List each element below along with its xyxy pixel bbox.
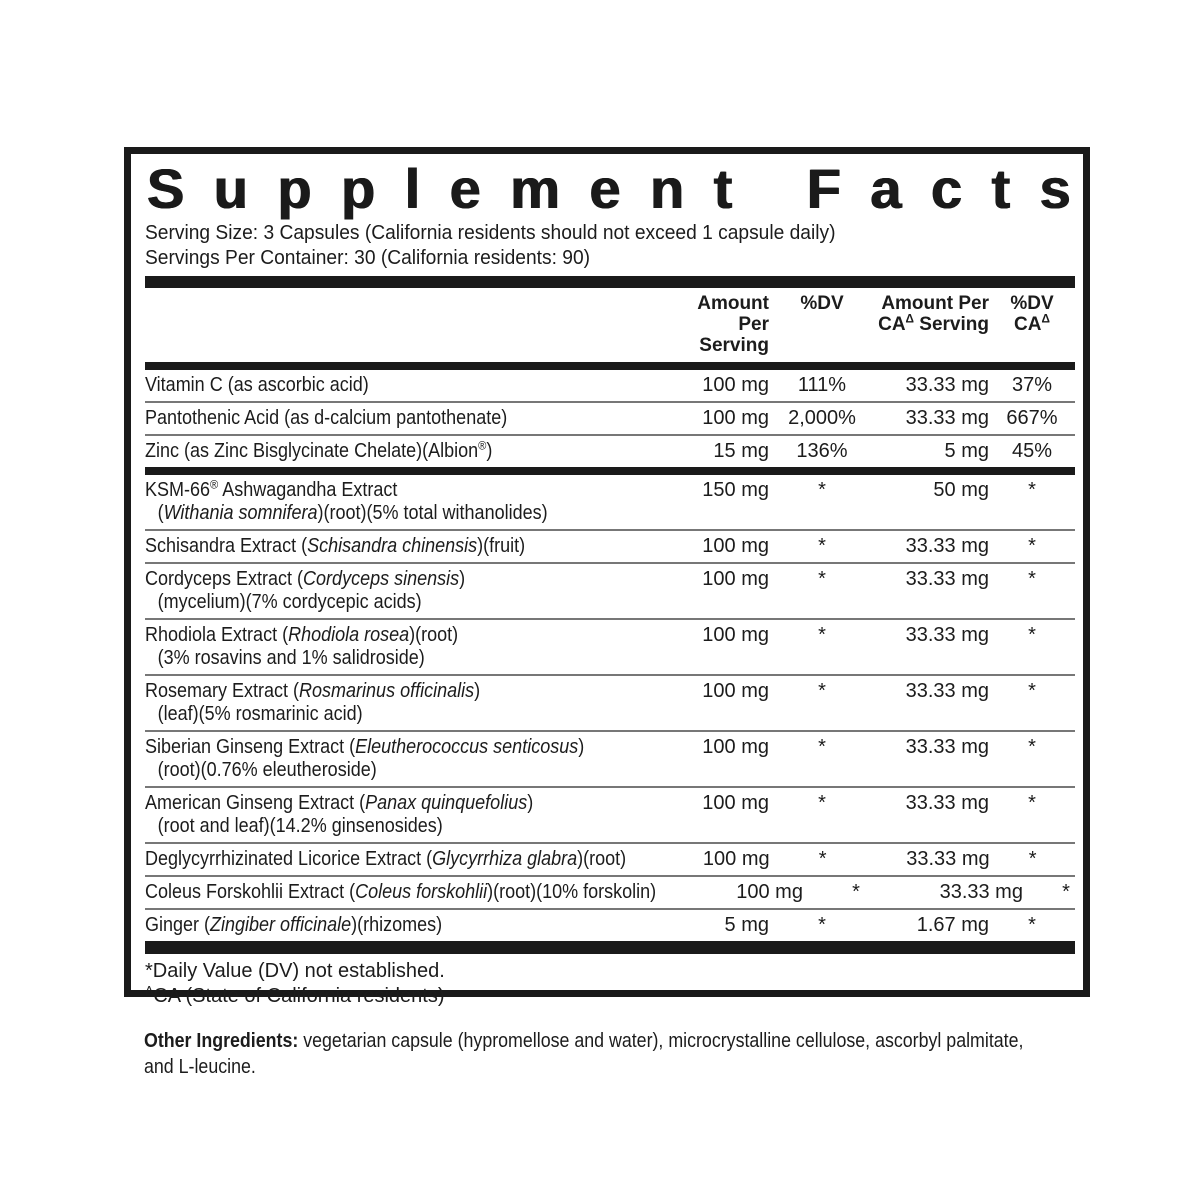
ingredient-name: Cordyceps Extract (Cordyceps sinensis) (mycelium)(7% cordycepic acids) bbox=[145, 568, 466, 613]
row-pantothenic-acid bbox=[145, 401, 1075, 434]
amount-per-serving: 15 mg bbox=[713, 440, 769, 462]
percent-dv-ca: * bbox=[1062, 881, 1070, 903]
percent-dv-ca: 667% bbox=[1006, 407, 1058, 429]
divider-thick-group bbox=[145, 467, 1075, 475]
serving-size-line bbox=[145, 221, 1075, 246]
header-amount-per-serving: Amount Per Serving bbox=[697, 293, 769, 356]
servings-per-container-line bbox=[145, 246, 1075, 271]
amount-per-serving: 100 mg bbox=[702, 374, 769, 396]
amount-per-serving: 100 mg bbox=[702, 792, 769, 814]
serving-size-text: Serving Size: 3 Capsules (California residents should not exceed 1 capsule daily) bbox=[145, 222, 836, 244]
divider-thick-top bbox=[145, 276, 1075, 288]
amount-per-ca-serving: 33.33 mg bbox=[905, 568, 989, 590]
row-zinc bbox=[145, 434, 1075, 467]
row-ksm66-ashwagandha bbox=[145, 475, 1075, 529]
ingredient-name: Rosemary Extract (Rosmarinus officinalis) (leaf)(5% rosmarinic acid) bbox=[145, 680, 481, 725]
percent-dv-ca: * bbox=[1028, 914, 1036, 936]
header-percent-dv-ca: %DV $CA^\Delta$ bbox=[1010, 293, 1054, 335]
percent-dv-ca: 45% bbox=[1011, 440, 1053, 462]
row-american-ginseng bbox=[145, 786, 1075, 842]
percent-dv-ca: * bbox=[1028, 479, 1036, 501]
amount-per-serving: 100 mg bbox=[702, 624, 769, 646]
percent-dv: * bbox=[818, 568, 826, 590]
divider-thick-bottom bbox=[145, 941, 1075, 954]
row-vitamin-c bbox=[145, 370, 1075, 401]
amount-per-ca-serving: 33.33 mg bbox=[905, 374, 989, 396]
percent-dv-ca: * bbox=[1028, 736, 1036, 758]
amount-per-ca-serving: 33.33 mg bbox=[905, 407, 989, 429]
amount-per-ca-serving: 33.33 mg bbox=[905, 680, 989, 702]
amount-per-serving: 100 mg bbox=[702, 535, 769, 557]
percent-dv: * bbox=[818, 914, 826, 936]
amount-per-serving: 100 mg bbox=[702, 848, 770, 870]
divider-thick-header bbox=[145, 362, 1075, 370]
ingredient-name: Pantothenic Acid (as d-calcium pantothenate) bbox=[145, 407, 508, 429]
percent-dv: * bbox=[818, 792, 826, 814]
amount-per-serving: 100 mg bbox=[736, 881, 803, 903]
ingredient-name: Schisandra Extract (Schisandra chinensis)(fruit) bbox=[145, 535, 526, 557]
ingredient-name: Ginger (Zingiber officinale)(rhizomes) bbox=[145, 914, 443, 936]
amount-per-serving: 5 mg bbox=[724, 914, 769, 936]
amount-per-serving: 100 mg bbox=[702, 568, 769, 590]
amount-per-serving: 150 mg bbox=[702, 479, 769, 501]
header-amount-per-ca-serving: Amount Per $CA^\Delta$ Serving bbox=[878, 293, 989, 335]
ingredient-name: Rhodiola Extract (Rhodiola rosea)(root) (3% rosavins and 1% salidroside) bbox=[145, 624, 459, 669]
amount-per-serving: 100 mg bbox=[702, 736, 769, 758]
percent-dv: 111% bbox=[797, 374, 847, 396]
percent-dv-ca: * bbox=[1028, 680, 1036, 702]
amount-per-ca-serving: 33.33 mg bbox=[905, 792, 989, 814]
row-siberian-ginseng bbox=[145, 730, 1075, 786]
supplement-facts-panel bbox=[124, 147, 1090, 1007]
amount-per-serving: 100 mg bbox=[702, 680, 769, 702]
percent-dv: * bbox=[818, 479, 826, 501]
percent-dv-ca: 37% bbox=[1011, 374, 1053, 396]
percent-dv: * bbox=[818, 736, 826, 758]
ingredient-name: Coleus Forskohlii Extract (Coleus forskohlii)(root)(10% forskolin) bbox=[145, 881, 657, 903]
footnote-dv-not-established: *Daily Value (DV) not established. bbox=[145, 960, 445, 982]
amount-per-serving: 100 mg bbox=[702, 407, 769, 429]
header-percent-dv: %DV bbox=[800, 293, 844, 314]
percent-dv: * bbox=[852, 881, 860, 903]
other-ingredients-text: Other Ingredients: vegetarian capsule (hypromellose and water), microcrystalline cellulose, ascorbyl palmitate, and L-leucine. bbox=[144, 1030, 1024, 1078]
amount-per-ca-serving: 33.33 mg bbox=[939, 881, 1023, 903]
ingredient-name: American Ginseng Extract (Panax quinquefolius) (root and leaf)(14.2% ginsenosides) bbox=[145, 792, 534, 837]
amount-per-ca-serving: 33.33 mg bbox=[906, 848, 990, 870]
percent-dv: 2,000% bbox=[788, 407, 856, 429]
footnotes bbox=[145, 954, 1075, 1009]
other-ingredients bbox=[144, 1028, 1184, 1080]
amount-per-ca-serving: 33.33 mg bbox=[905, 535, 989, 557]
percent-dv-ca: * bbox=[1028, 848, 1037, 870]
amount-per-ca-serving: 1.67 mg bbox=[916, 914, 989, 936]
panel-title: S u p p l e m e n t F a c t s bbox=[147, 157, 1071, 220]
servings-per-container-text: Servings Per Container: 30 (California residents: 90) bbox=[145, 247, 591, 269]
table-header-row bbox=[145, 288, 1075, 362]
row-coleus-forskohlii bbox=[145, 875, 1075, 908]
row-licorice bbox=[145, 842, 1075, 875]
row-cordyceps bbox=[145, 562, 1075, 618]
percent-dv: * bbox=[818, 624, 826, 646]
ingredient-name: Vitamin C (as ascorbic acid) bbox=[145, 374, 369, 396]
percent-dv: * bbox=[818, 535, 826, 557]
amount-per-ca-serving: 5 mg bbox=[944, 440, 989, 462]
percent-dv-ca: * bbox=[1028, 624, 1036, 646]
percent-dv: 136% bbox=[796, 440, 848, 462]
amount-per-ca-serving: 50 mg bbox=[933, 479, 989, 501]
percent-dv-ca: * bbox=[1028, 535, 1036, 557]
footnote-ca-residents: $^\Delta$CA (State of California residents) bbox=[145, 983, 445, 1007]
ingredient-name: Deglycyrrhizinated Licorice Extract (Glycyrrhiza glabra)(root) bbox=[145, 848, 627, 870]
amount-per-ca-serving: 33.33 mg bbox=[905, 624, 989, 646]
amount-per-ca-serving: 33.33 mg bbox=[905, 736, 989, 758]
ingredient-name: Siberian Ginseng Extract (Eleutherococcus senticosus) (root)(0.76% eleutheroside) bbox=[145, 736, 585, 781]
ingredient-name: Zinc (as Zinc Bisglycinate Chelate)(Albion®) bbox=[145, 438, 493, 462]
row-rhodiola bbox=[145, 618, 1075, 674]
percent-dv: * bbox=[818, 848, 827, 870]
row-rosemary bbox=[145, 674, 1075, 730]
percent-dv: * bbox=[818, 680, 826, 702]
ingredient-name: KSM-66® Ashwagandha Extract (Withania somnifera)(root)(5% total withanolides) bbox=[145, 477, 548, 524]
row-ginger bbox=[145, 908, 1075, 941]
percent-dv-ca: * bbox=[1028, 792, 1036, 814]
percent-dv-ca: * bbox=[1028, 568, 1036, 590]
row-schisandra bbox=[145, 529, 1075, 562]
